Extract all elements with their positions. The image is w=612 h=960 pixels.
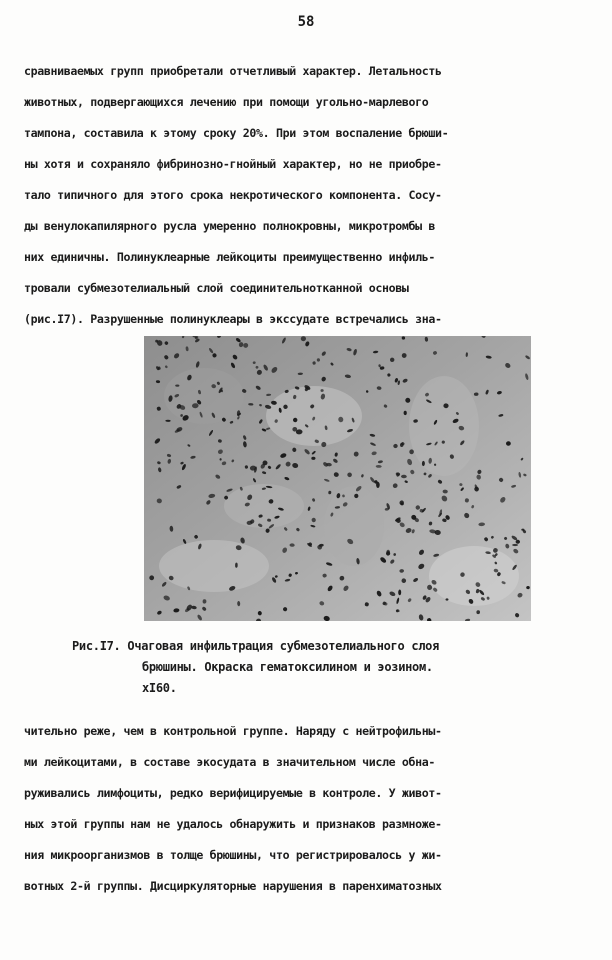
text-line: сравниваемых групп приобретали отчетливый характер. Летальность <box>24 64 442 78</box>
text-line: ды венулокапилярного русла умеренно полнокровны, микротромбы в <box>24 219 436 233</box>
caption-line: брюшины. Окраска гематоксилином и эозином. <box>142 660 433 674</box>
text-line: них единичны. Полинуклеарные лейкоциты преимущественно инфиль- <box>24 250 436 264</box>
text-line: ния микроорганизмов в толще брюшины, что регистрировалось у жи- <box>24 848 442 862</box>
text-line: вотных 2-й группы. Дисциркуляторные нарушения в паренхиматозных <box>24 879 442 893</box>
page-number: 58 <box>297 14 315 30</box>
paragraph-top <box>24 56 584 335</box>
caption-line: хI60. <box>142 681 177 695</box>
caption-line: Очаговая инфильтрация субмезотелиального слоя <box>127 639 440 653</box>
micrograph-image <box>144 336 531 621</box>
text-line: тампона, составила к этому сроку 20%. При этом воспаление брюши- <box>24 126 449 140</box>
text-line: руживались лимфоциты, редко верифицируемые в контроле. У живот- <box>24 786 442 800</box>
text-line: (рис.I7). Разрушенные полинуклеары в экссудате встречались зна- <box>24 312 442 326</box>
figure-label: Рис.I7. <box>72 639 121 653</box>
text-line: тровали субмезотелиальный слой соединительнотканной основы <box>24 281 409 295</box>
text-line: ми лейкоцитами, в составе экосудата в значительном числе обна- <box>24 755 436 769</box>
paragraph-bottom <box>24 716 584 902</box>
text-line: ны хотя и сохраняло фибринозно-гнойный характер, но не приобре- <box>24 157 442 171</box>
figure-caption <box>72 636 439 699</box>
text-line: тало типичного для этого срока некротического компонента. Сосу- <box>24 188 442 202</box>
text-line: ных этой группы нам не удалось обнаружить и признаков размноже- <box>24 817 442 831</box>
text-line: чительно реже, чем в контрольной группе. Наряду с нейтрофильны- <box>24 724 442 738</box>
text-line: животных, подвергающихся лечению при помощи угольно-марлевого <box>24 95 429 109</box>
